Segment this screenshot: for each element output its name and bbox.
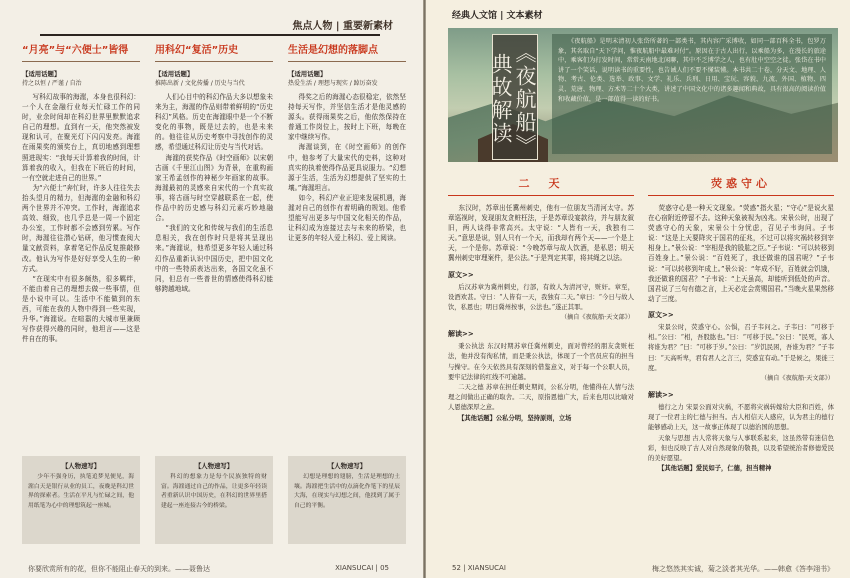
topic-list: 持之以恒 / 严谨 / 自治 <box>22 80 82 87</box>
section-label: 经典人文馆 | 文本素材 <box>452 11 543 21</box>
header-rule <box>40 34 380 36</box>
column-1 <box>22 44 140 544</box>
column-title: 荧惑守心 <box>648 176 834 196</box>
article-body <box>155 92 273 294</box>
left-header <box>0 0 423 44</box>
interpretation: 秉公执法 东汉时期苏章任冀州刺史，面对曾经的朋友贪赃枉法，他并没有徇私情，而是秉公执法，体现了一个官员应有的担当与操守。在今天依然具有深刻的借鉴意义，对于每一个公职人员，要牢记法律的红线不可逾越。 <box>448 343 634 381</box>
banner-illustration <box>448 28 838 162</box>
sketch-box <box>22 456 140 544</box>
source-citation: （摘自《夜航船·天文部》） <box>760 374 834 382</box>
page-number: 52 | XIANSUCAI <box>452 564 506 572</box>
interpretation: 二天之德 苏章在担任刺史期间，公私分明，他懂得在人情与法理之间做出正确的取舍。二天，原指恩德广大，后来也用以比喻对人恩德深厚之意。 <box>448 383 634 412</box>
sketch-title: 【人物速写】 <box>61 462 101 470</box>
sketch-text: 少年不强身历，执笔追梦见便见，海漄白天是银行从业的员工，夜晚是科幻世界的探索者。生活在平凡与忙碌之间，他用纸笔为心中的理想筑起一座城。 <box>28 474 134 509</box>
right-page <box>426 0 850 578</box>
banner-intro: 《夜航船》是明末清初人张岱所著的一部类书，其内容广采博收，如同一部百科全书，包罗万象，其名取自“天下学问，惟夜航船中最难对付”。原因在于古人出行，以乘船为多，在漫长的旅途中，乘客们为打发时间，常常天南地北闲聊，其中不乏博学之人，也有肚中空空之徒。张岱在书中讲了一个笑话，说明读书的重要性，也告诫人们不要不懂装懂。本书共二十卷，分天文、地理、人物、考古、伦类、选举、政事、文学、礼乐、兵刑、日用、宝玩、容貌、九流、外国、植物、四灵、荒唐、物理、方术等二十个大类，讲述了中国文化中的诸多趣闻和典故，具有很高的阅读价值和收藏价值，是一部值得一读的好书。 <box>552 34 832 154</box>
topic-tag: 【适用话题】 <box>155 70 194 78</box>
right-header <box>426 0 850 26</box>
footer-quote: 梅之悠然其实诚，菊之淡者其光华。——韩愈《答李翊书》 <box>652 565 834 573</box>
paragraph: “我们的文化和传统与我们的生活息息相关，我在创作时只是将其呈现出来。”海漄说，他希望更多年轻人通过科幻作品重新认识中国历史，把中国文化中的一些特质表达出来，各国文化虽不同，但总有一些普世的情感使得科幻能够跨越地域。 <box>155 224 273 293</box>
paragraph: 如今，科幻产业正迎来发展机遇，海漄对自己的创作有着明确的规划。他希望能写出更多与中国文化相关的作品，让科幻成为连接过去与未来的桥梁，也让更多的年轻人爱上科幻、爱上阅读。 <box>288 193 406 243</box>
column-title: “月亮”与“六便士”皆得 <box>22 44 140 62</box>
column-2 <box>155 44 273 544</box>
article-body <box>288 92 406 243</box>
topic-list: 推陈出新 / 文化传播 / 历史与当代 <box>155 80 245 87</box>
source-citation: （摘自《夜航船·天文部》） <box>560 314 634 322</box>
other-topics: 【其他话题】爱民如子，仁德，担当精神 <box>658 465 772 473</box>
column-3 <box>288 44 406 544</box>
article-body <box>22 92 140 344</box>
left-page <box>0 0 423 578</box>
paragraph: 海漄的获奖作品《时空画师》以宋朝古画《千里江山图》为背景，在重构画家王希孟创作的神秘少年画家的故事。海漄最初的灵感来自宋代的一个真实故事，将古画与时空穿越联系在一起，使作品中的历史感与科幻元素巧妙地融合。 <box>155 153 273 223</box>
paragraph: 得奖之后的海漄心态很稳定，依然坚持每天写作，并坚信生活才是他灵感的源头。获得雨果奖之后，他依然保持在普通工作岗位上，按时上下班，每晚在家中继续写作。 <box>288 93 406 142</box>
other-topics: 【其他话题】公私分明，坚持原则，立场 <box>458 414 572 422</box>
sketch-box <box>155 456 273 544</box>
banner-title: 《夜航船》典故解读 <box>492 34 538 160</box>
sketch-text: 科幻的想象力是每个民族独特的财富。海漄通过自己的作品，让更多年轻读者重新认识中国历史，在科幻的世界里搭建起一座连接古今的桥梁。 <box>161 474 267 509</box>
original-text: 宋景公时，荧惑守心。公惧，召子韦问之。子韦曰：“可移于相。”公曰：“相，吾股肱也。”曰：“可移于民。”公曰：“民死，寡人将谁为君？”曰：“可移于岁。”公曰：“岁饥民困，吾谁为君？”子韦曰：“天高听卑，君有君人之言三，荧惑宜有动。”于是候之，果徙三度。 <box>648 323 834 372</box>
topic-tag: 【适用话题】 <box>22 70 61 78</box>
interpretation-label: 解读>> <box>448 330 474 339</box>
interpretation-label: 解读>> <box>648 390 674 399</box>
footer-quote: 你要欣赏所有的花，但你不能阻止春天的到来。——聂鲁达 <box>28 565 210 573</box>
interpretation: 天象与思想 古人常将天象与人事联系起来，这虽然带有迷信色彩，但也反映了古人对自然现象的敬畏，以及希望统治者修德爱民的美好愿望。 <box>648 434 834 462</box>
section-label: 焦点人物 | 重要新素材 <box>292 21 393 32</box>
topic-tag: 【适用话题】 <box>288 70 327 78</box>
story-intro: 荧惑守心是一种天文现象。“荧惑”指火星；“守心”是说火星在心宿附近停留不去。这种天象被视为凶兆。宋景公时，出现了荧惑守心的天象，宋景公十分忧虑，召见子韦询问。子韦说：“这是上天要降灾于国君的征兆，不过可以将灾祸转移到宰相身上。”景公说：“宰相是我的股肱之臣。”子韦说：“可以转移到百姓身上。”景公说：“百姓死了，我还做谁的国君呢？”子韦说：“可以转移到年成上。”景公说：“年成不好，百姓就会饥饿，我还做谁的国君？”子韦说：“上天虽高，却能听到低处的声音。国君说了三句有德之言，上天必定会赏赐国君。”当晚火星果然移动了三度。 <box>648 204 834 303</box>
sketch-title: 【人物速写】 <box>194 462 234 470</box>
original-text-label: 原文>> <box>448 270 474 279</box>
paragraph: “在现实中有很多颇热，很多羁绊，不能由着自己的理想去做一些事情，但是小说中可以。生活中不能做到的东西，可能在我的人物中得到一些实现，升华。”海漄说。在喧嚣的大城市里兼顾写作获得兴趣的同时，他坦言——这是件自在的事。 <box>22 274 140 344</box>
column-title: 生活是幻想的落脚点 <box>288 44 406 62</box>
original-text-label: 原文>> <box>648 310 674 319</box>
left-footer <box>0 558 423 578</box>
sketch-title: 【人物速写】 <box>327 462 367 470</box>
paragraph: 人们心目中的科幻作品大多以想象未来为主，海漄的作品则带着鲜明的“历史科幻”风格。历史在海漄眼中是一个不断变化的事物，既是过去的，也是未来的。他往往从历史考察中寻找创作的灵感，希望通过科幻让历史与当代对话。 <box>155 93 273 152</box>
right-column-1 <box>448 176 634 558</box>
paragraph: 写科幻故事的海漄，本身也很科幻：一个人在金融行业每天忙碌工作的同时，业余时间却在科幻世界里默默追求自己的理想。直到有一天，他突然被发现和认可，在聚光灯下闪闪发亮。海漄在雨果奖的颁奖台上，真切地感到理想照进现实：“我每天计算着我的时间，计算着我的收入，但我在下班后的时间，一有空就走进自己的世界。” <box>22 93 140 182</box>
page-number: XIANSUCAI | 05 <box>335 564 389 572</box>
topic-list: 热爱生活 / 理想与现实 / 踔厉奋发 <box>288 80 378 87</box>
column-title: 二 天 <box>448 176 634 196</box>
sketch-text: 幻想是理想的翅膀，生活是理想的土壤。海漄把生活中的点滴化作笔下的星辰大海，在现实与幻想之间，他找到了属于自己的平衡。 <box>294 474 400 509</box>
sketch-box <box>288 456 406 544</box>
paragraph: 为“六便士”奔忙时，许多人往往失去抬头望月的精力，但海漄的金融和科幻两个世界并不冲突。工作时，海漄追求高效、细致，也几乎总是一周一个固定办公室，工作时都不会感到劳累。写作时，海漄往往潜心钻研，他习惯查阅大量文献资料，拿着笔记作品反复推敲修改。他认为写作是好好享受人生的一种方式。 <box>22 183 140 273</box>
column-title: 用科幻“复活”历史 <box>155 44 273 62</box>
original-text: 后汉苏章为冀州刺史，行部，有故人为清河守，赃奸。章至，设酒欢甚。守曰：“人皆有一天，我独有二天。”章曰：“今日与故人饮，私恩也；明日冀州按事，公法也。”遂正其罪。 <box>448 283 634 311</box>
story-intro: 东汉时，苏章出任冀州刺史，他有一位朋友当清河太守。苏章巡视时，发现朋友贪赃枉法，于是苏章设宴款待，并与朋友叙旧，两人谈得非常高兴。太守说：“人皆有一天，我独有二天。”意思是说，别人只有一个天，而我却有两个天——一个是上天，一个是你。苏章说：“今晚苏章与故人饮酒，是私恩；明天冀州刺史审理案件，是公法。”于是判定其罪，将其绳之以法。 <box>448 204 634 263</box>
paragraph: 海漄谈到，在《时空画师》的创作中，他参考了大量宋代的史料，这种对真实的执着使得作品更具说服力。“幻想源于生活，生活为幻想提供了坚实的土壤。”海漄坦言。 <box>288 143 406 192</box>
right-footer <box>426 558 850 578</box>
interpretation: 德行之力 宋景公面对灾祸，不愿将灾祸转嫁给大臣和百姓，体现了一位君主的仁德与担当。古人相信天人感应，认为君主的德行能够感动上天，这一故事正体现了以德治国的思想。 <box>648 403 834 432</box>
right-column-2 <box>648 176 834 558</box>
